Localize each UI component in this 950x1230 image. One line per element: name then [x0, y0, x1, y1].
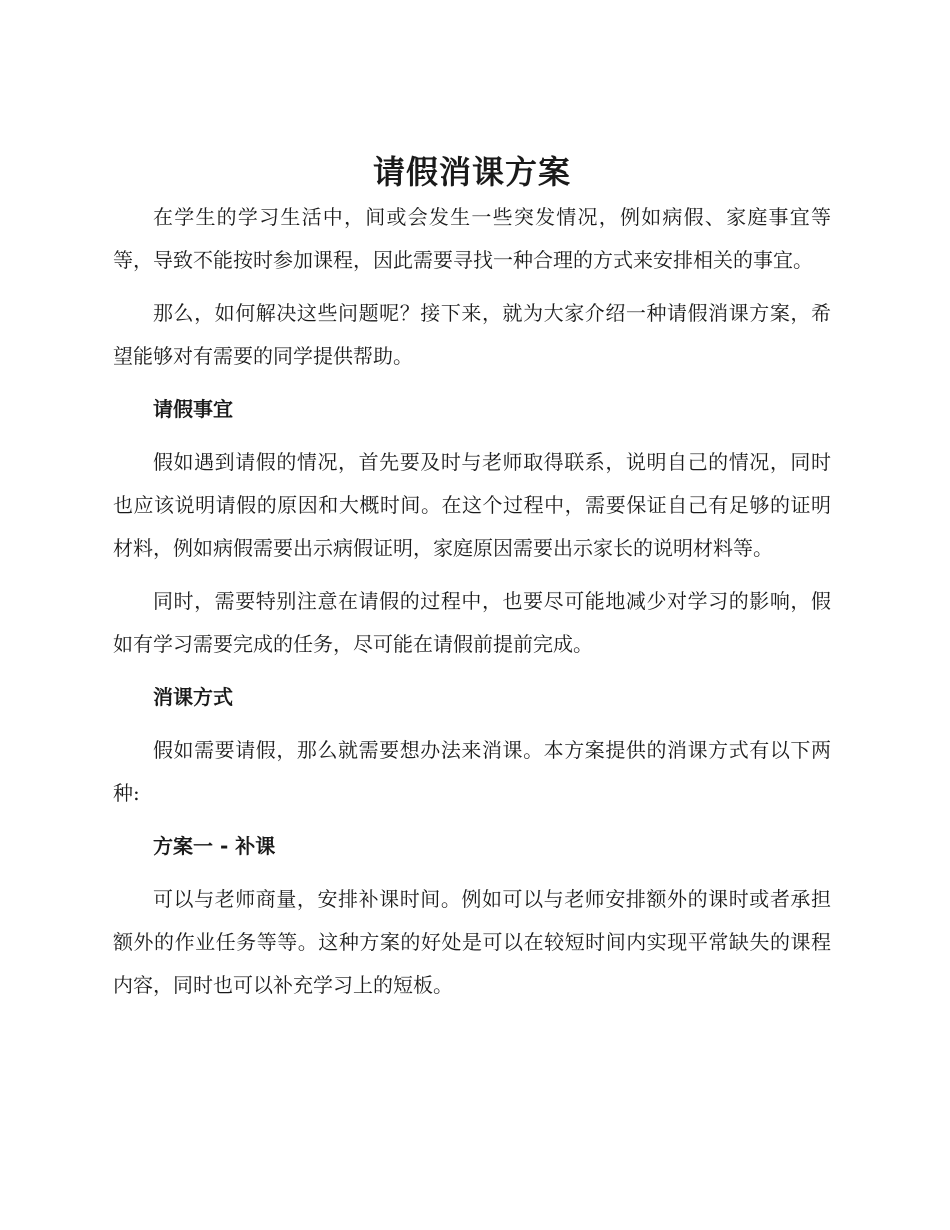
page-title: 请假消课方案	[372, 153, 571, 191]
paragraph-leave-contact: 假如遇到请假的情况，首先要及时与老师取得联系，说明自己的情况，同时也应该说明请假的原因和大概时间。在这个过程中，需要保证自己有足够的证明材料，例如病假需要出示病假证明，家庭原因需要出示家长的说明材料等。	[113, 450, 831, 560]
section-heading-leave: 请假事宜	[153, 397, 233, 421]
paragraph-intro: 在学生的学习生活中，间或会发生一些突发情况，例如病假、家庭事宜等等，导致不能按时参加课程，因此需要寻找一种合理的方式来安排相关的事宜。	[113, 205, 831, 272]
document-page	[113, 148, 831, 1007]
paragraph-question: 那么，如何解决这些问题呢？接下来，就为大家介绍一种请假消课方案，希望能够对有需要的同学提供帮助。	[113, 301, 831, 368]
paragraph-makeup-intro: 假如需要请假，那么就需要想办法来消课。本方案提供的消课方式有以下两种:	[113, 738, 831, 805]
paragraph-leave-impact: 同时，需要特别注意在请假的过程中，也要尽可能地减少对学习的影响，假如有学习需要完成的任务，尽可能在请假前提前完成。	[113, 589, 831, 656]
section-heading-plan-one: 方案一 - 补课	[153, 834, 276, 858]
section-heading-makeup: 消课方式	[153, 685, 233, 709]
paragraph-plan-one: 可以与老师商量，安排补课时间。例如可以与老师安排额外的课时或者承担额外的作业任务等等。这种方案的好处是可以在较短时间内实现平常缺失的课程内容，同时也可以补充学习上的短板。	[113, 887, 831, 997]
